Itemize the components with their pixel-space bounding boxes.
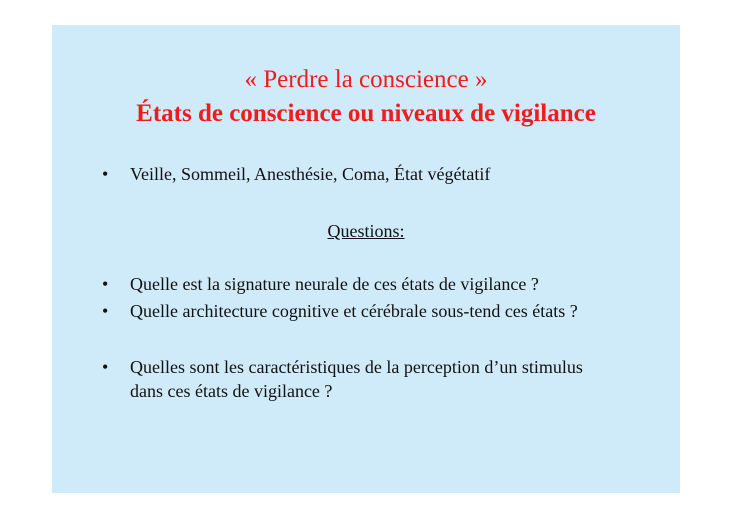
bullet-icon: • [102, 301, 109, 321]
slide-title: « Perdre la conscience » [244, 66, 488, 93]
question-item: Quelle architecture cognitive et cérébrale sous-tend ces états ? [130, 301, 578, 321]
bullet-icon: • [102, 274, 109, 294]
states-list-item: Veille, Sommeil, Anesthésie, Coma, État végétatif [130, 164, 491, 184]
bullet-icon: • [102, 164, 109, 184]
question-item: Quelle est la signature neurale de ces états de vigilance ? [130, 274, 539, 294]
slide [52, 25, 680, 493]
questions-heading: Questions: [327, 221, 405, 241]
bullet-icon: • [102, 357, 109, 377]
slide-subtitle: États de conscience ou niveaux de vigilance [136, 100, 596, 127]
question-item: Quelles sont les caractéristiques de la perception d’un stimulus dans ces états de vigilance ? [130, 357, 583, 401]
